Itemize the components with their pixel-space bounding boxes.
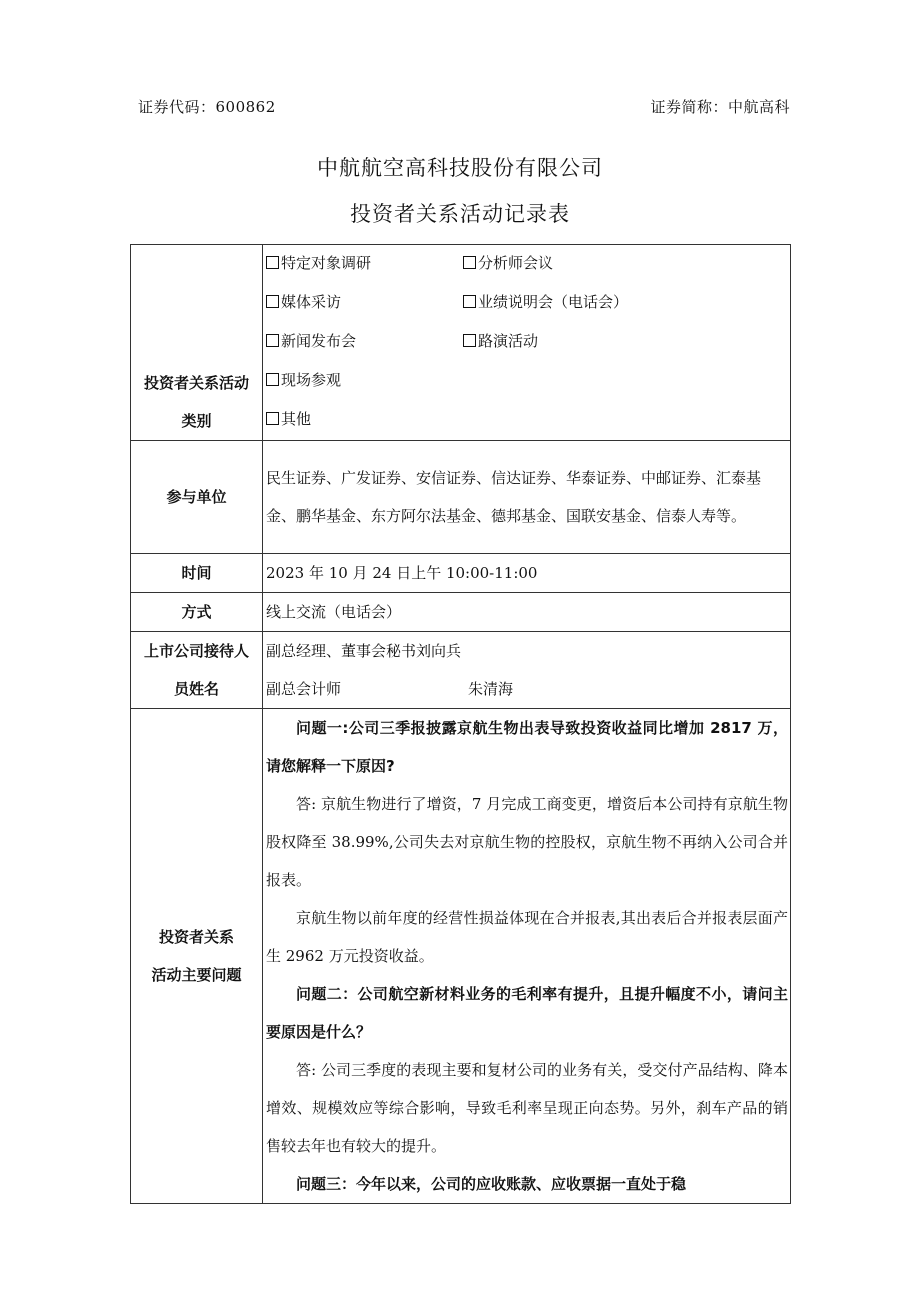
question-2: 问题二：公司航空新材料业务的毛利率有提升，且提升幅度不小，请问主要原因是什么？ (266, 985, 788, 1041)
answer-1-continued: 京航生物以前年度的经营性损益体现在合并报表,其出表后合并报表层面产生 2962 万元投资收益。 (266, 909, 788, 965)
time-row (131, 554, 791, 593)
checkbox-label: 媒体采访 (281, 293, 342, 311)
checkbox-icon[interactable] (463, 256, 476, 269)
checkbox-site-visit[interactable] (266, 362, 463, 401)
participants-label: 参与单位 (131, 441, 263, 554)
checkbox-roadshow[interactable] (463, 323, 788, 362)
checkbox-label: 业绩说明会（电话会） (478, 293, 629, 311)
form-title: 投资者关系活动记录表 (350, 202, 570, 226)
activity-type-label-line2: 类别 (181, 412, 212, 430)
checkbox-icon[interactable] (463, 334, 476, 347)
checkbox-press-conference[interactable] (266, 323, 463, 362)
checkbox-icon[interactable] (266, 412, 279, 425)
question-3: 问题三：今年以来，公司的应收账款、应收票据一直处于稳 (296, 1175, 687, 1193)
method-value: 线上交流（电话会） (263, 593, 791, 632)
checkbox-icon[interactable] (463, 295, 476, 308)
receptionists-label-line1: 上市公司接待人 (143, 642, 249, 660)
stock-code: 证券代码：600862 (138, 98, 276, 116)
answer-2: 答: 公司三季度的表现主要和复材公司的业务有关，受交付产品结构、降本增效、规模效应等综合影响，导致毛利率呈现正向态势。另外，刹车产品的销售较去年也有较大的提升。 (266, 1061, 788, 1155)
checkbox-earnings-call[interactable] (463, 284, 788, 323)
checkbox-icon[interactable] (266, 256, 279, 269)
participants-value: 民生证券、广发证券、安信证券、信达证券、华泰证券、中邮证券、汇泰基金、鹏华基金、东方阿尔法基金、德邦基金、国联安基金、信泰人寿等。 (263, 441, 791, 554)
checkbox-label: 路演活动 (478, 332, 539, 350)
main-issues-content (263, 709, 791, 1204)
receptionist-2-name: 朱清海 (468, 680, 514, 698)
method-label: 方式 (131, 593, 263, 632)
participants-row (131, 441, 791, 554)
receptionists-label (131, 632, 263, 709)
checkbox-analyst-meeting[interactable] (463, 245, 788, 284)
activity-type-label-line1: 投资者关系活动 (143, 374, 249, 392)
receptionists-value (263, 632, 791, 709)
company-title: 中航航空高科技股份有限公司 (317, 156, 603, 180)
checkbox-grid-spacer (463, 362, 788, 401)
checkbox-label: 新闻发布会 (281, 332, 357, 350)
main-issues-label (131, 709, 263, 1204)
question-1: 问题一:公司三季报披露京航生物出表导致投资收益同比增加 2817 万，请您解释一下原因? (266, 719, 788, 775)
receptionist-1: 副总经理、董事会秘书刘向兵 (266, 642, 462, 660)
stock-short-name: 证券简称：中航高科 (650, 98, 790, 116)
receptionist-2-title: 副总会计师 (266, 680, 342, 698)
checkbox-label: 现场参观 (281, 371, 342, 389)
checkbox-specific-research[interactable] (266, 245, 463, 284)
time-value: 2023 年 10 月 24 日上午 10:00-11:00 (263, 554, 791, 593)
checkbox-media-interview[interactable] (266, 284, 463, 323)
receptionists-label-line2: 员姓名 (173, 680, 219, 698)
activity-type-row (131, 245, 791, 441)
checkbox-label: 其他 (281, 410, 312, 428)
main-issues-label-line2: 活动主要问题 (151, 966, 242, 984)
checkbox-label: 分析师会议 (478, 254, 554, 272)
checkbox-icon[interactable] (266, 334, 279, 347)
main-issues-row (131, 709, 791, 1204)
main-issues-label-line1: 投资者关系 (158, 928, 234, 946)
receptionist-2 (266, 670, 788, 708)
activity-type-label (131, 245, 263, 441)
checkbox-other[interactable] (266, 401, 463, 440)
time-label: 时间 (131, 554, 263, 593)
activity-type-options (263, 245, 791, 441)
receptionists-row (131, 632, 791, 709)
method-row (131, 593, 791, 632)
answer-1: 答: 京航生物进行了增资，7 月完成工商变更，增资后本公司持有京航生物股权降至 38.99%,公司失去对京航生物的控股权，京航生物不再纳入公司合并报表。 (266, 795, 788, 889)
checkbox-icon[interactable] (266, 295, 279, 308)
checkbox-icon[interactable] (266, 373, 279, 386)
record-table (130, 244, 791, 1204)
checkbox-label: 特定对象调研 (281, 254, 372, 272)
